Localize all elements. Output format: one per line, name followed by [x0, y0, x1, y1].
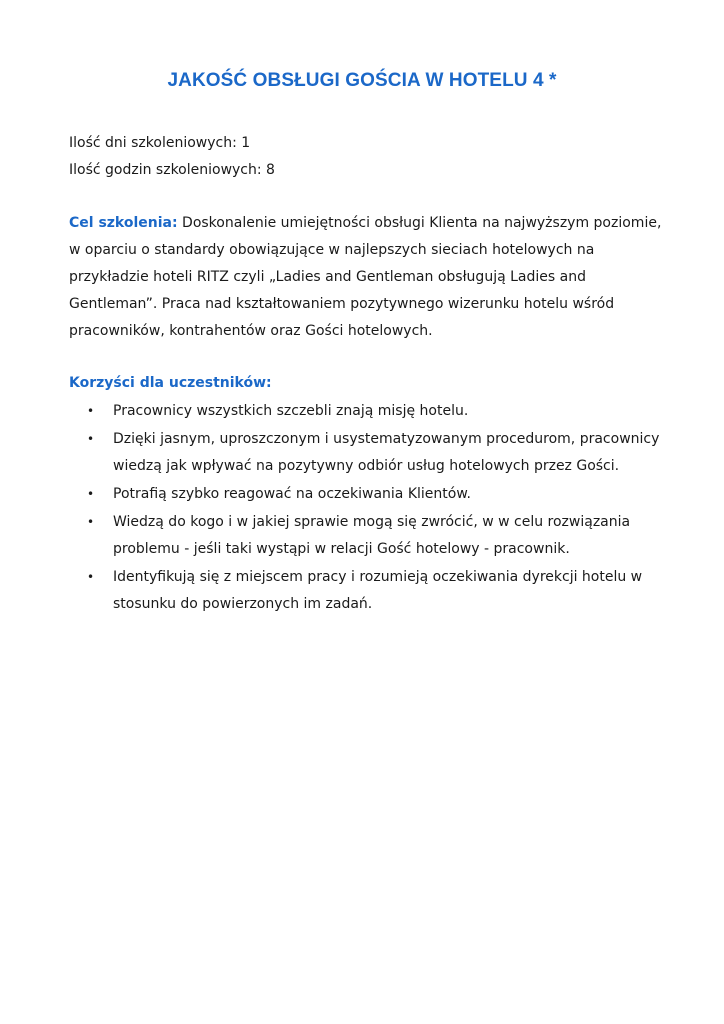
goal-text: Doskonalenie umiejętności obsługi Klienta na najwyższym poziomie, w oparciu o standardy obowiązujące w najlepszych sieciach hotelowych na przykładzie hoteli RITZ czyli „Ladies and Gentleman obsługują Ladies and Gentleman”. Praca nad kształtowaniem pozytywnego wizerunku hotelu wśród pracowników, kontrahentów oraz Gości hotelowych.: [69, 215, 662, 339]
training-hours: Ilość godzin szkoleniowych: 8: [69, 162, 275, 178]
list-item-text: Identyfikują się z miejscem pracy i rozumieją oczekiwania dyrekcji hotelu w stosunku do powierzonych im zadań.: [113, 569, 643, 612]
list-item: [69, 509, 669, 563]
benefits-heading: Korzyści dla uczestników:: [69, 375, 272, 391]
list-item: [69, 398, 669, 425]
list-item-text: Potrafią szybko reagować na oczekiwania Klientów.: [113, 486, 471, 502]
bullet-icon: •: [87, 515, 95, 529]
goal-label: Cel szkolenia:: [69, 215, 178, 231]
benefits-section: [69, 370, 669, 618]
list-item-text: Pracownicy wszystkich szczebli znają misję hotelu.: [113, 403, 469, 419]
list-item-text: Wiedzą do kogo i w jakiej sprawie mogą się zwrócić, w w celu rozwiązania problemu - jeśli taki wystąpi w relacji Gość hotelowy - pracownik.: [113, 514, 631, 557]
bullet-icon: •: [87, 404, 95, 418]
bullet-icon: •: [87, 432, 95, 446]
benefits-list: [69, 398, 669, 618]
list-item: [69, 426, 669, 480]
list-item: [69, 481, 669, 508]
list-item: [69, 564, 669, 618]
training-days: Ilość dni szkoleniowych: 1: [69, 135, 251, 151]
list-item-text: Dzięki jasnym, uproszczonym i usystematyzowanym procedurom, pracownicy wiedzą jak wpływać na pozytywny odbiór usług hotelowych przez Gości.: [113, 431, 660, 474]
document-title: JAKOŚĆ OBSŁUGI GOŚCIA W HOTELU 4 *: [167, 70, 557, 91]
bullet-icon: •: [87, 570, 95, 584]
bullet-icon: •: [87, 487, 95, 501]
training-meta: [69, 130, 669, 184]
goal-paragraph: [69, 210, 669, 345]
training-goal: [69, 210, 669, 345]
